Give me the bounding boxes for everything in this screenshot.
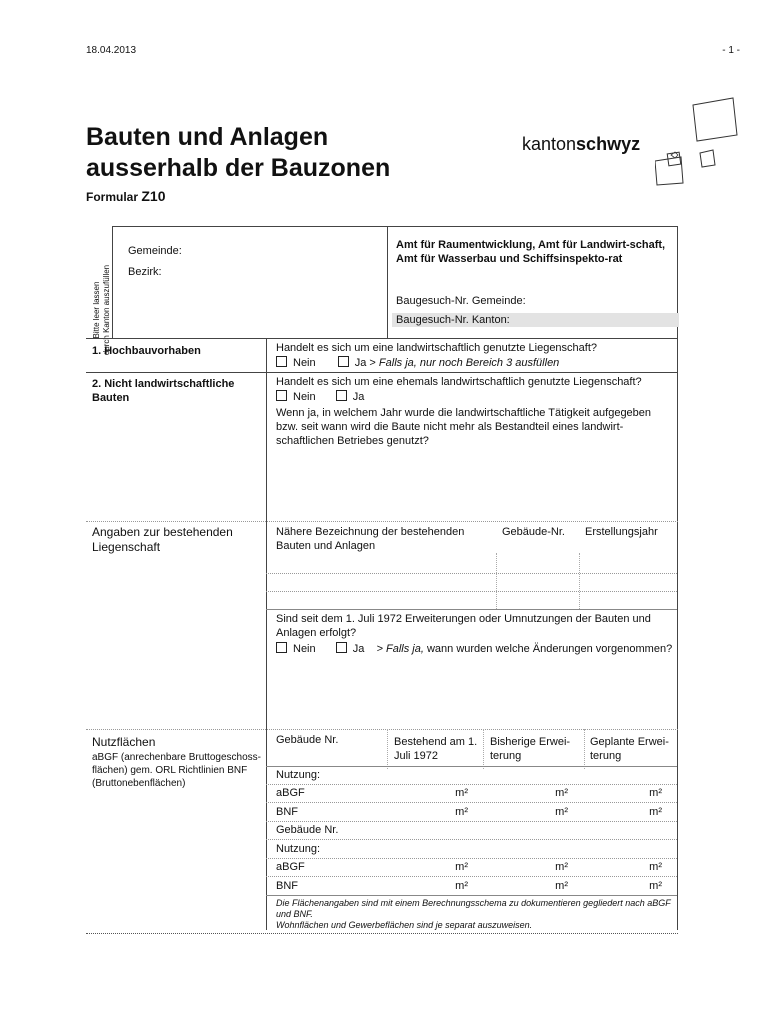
baugesuch-kanton-label: Baugesuch-Nr. Kanton:	[392, 313, 679, 327]
nf-gebaeude-nr2-label: Gebäude Nr.	[276, 824, 339, 836]
nf-header-gebaeude-nr: Gebäude Nr.	[276, 734, 339, 746]
nf-abgf-label: aBGF	[276, 787, 305, 799]
section1-title: 1. Hochbauvorhaben	[92, 345, 201, 357]
admin-top-border	[112, 226, 678, 227]
sidebar-note: Bitte leer lassen durch Kanton auszufüllen	[92, 264, 111, 356]
nf-table-bottom	[266, 895, 677, 896]
section2-top-line	[86, 372, 678, 373]
nf-bnf-label: BNF	[276, 806, 298, 818]
nutzflaechen-top-line	[86, 729, 678, 730]
nf-unit: m²	[555, 806, 568, 818]
angaben-col-erstellungsjahr: Erstellungsjahr	[585, 526, 658, 538]
form-code: Z10	[141, 188, 166, 204]
nf-unit: m²	[455, 787, 468, 799]
authority-text: Amt für Raumentwicklung, Amt für Landwirt-schaft, Amt für Wasserbau und Schiffsinspekto-rat	[396, 239, 666, 265]
nf-col-divider	[387, 729, 388, 769]
angaben-table-bottom	[266, 609, 677, 610]
section2-followup: Wenn ja, in welchem Jahr wurde die landwirtschaftliche Tätigkeit aufgegeben bzw. seit wann wird die Baute nicht mehr als Bestandteil eines landwirt-schaftlichen Betriebes genutzt?	[276, 407, 652, 447]
nf-unit: m²	[649, 787, 662, 799]
angaben-title: Angaben zur bestehenden Liegenschaft	[92, 525, 233, 554]
page-number: - 1 -	[722, 45, 740, 56]
bezirk-label: Bezirk:	[128, 266, 162, 278]
nf-footnote-1: Die Flächenangaben sind mit einem Berechnungsschema zu dokumentieren gegliedert nach aBGF und BNF.	[276, 898, 671, 919]
nf-nutzung2-label: Nutzung:	[276, 843, 321, 855]
nf-row-line	[266, 858, 677, 859]
nf-unit: m²	[649, 880, 662, 892]
nf-unit: m²	[555, 880, 568, 892]
nf-unit: m²	[649, 861, 662, 873]
logo-squares-icon	[655, 95, 745, 195]
nf-col-divider	[584, 729, 585, 769]
angaben-top-line	[86, 521, 678, 522]
nf-header-bestehend: Bestehend am 1. Juli 1972	[394, 736, 478, 762]
nein-checkbox[interactable]	[276, 642, 287, 653]
angaben-options: Nein Ja > Falls ja, wann wurden welche Änderungen vorgenommen?	[276, 642, 672, 656]
print-date: 18.04.2013	[86, 45, 137, 56]
nf-unit: m²	[555, 861, 568, 873]
nf-unit: m²	[455, 861, 468, 873]
nf-unit: m²	[555, 787, 568, 799]
section2-question: Handelt es sich um eine ehemals landwirtschaftlich genutzte Liegenschaft?	[276, 376, 642, 388]
nf-header-bisherige: Bisherige Erwei-terung	[490, 736, 571, 762]
nf-header-bottom	[266, 766, 677, 767]
nf-row-line	[266, 876, 677, 877]
angaben-col-gebaeude-nr: Gebäude-Nr.	[502, 526, 565, 538]
ja-checkbox[interactable]	[338, 356, 349, 367]
angaben-col-divider	[579, 553, 580, 609]
gemeinde-label: Gemeinde:	[128, 245, 182, 257]
main-column-divider	[266, 338, 267, 930]
ja-checkbox[interactable]	[336, 642, 347, 653]
form-label: Formular Z10	[86, 188, 166, 204]
angaben-question: Sind seit dem 1. Juli 1972 Erweiterungen oder Umnutzungen der Bauten und Anlagen erfolgt?	[276, 613, 651, 639]
nein-checkbox[interactable]	[276, 390, 287, 401]
nf-nutzung-label: Nutzung:	[276, 769, 321, 781]
section1-top-line	[86, 338, 678, 339]
ja-checkbox[interactable]	[336, 390, 347, 401]
nf-unit: m²	[649, 806, 662, 818]
page-title-line2: ausserhalb der Bauzonen	[86, 154, 391, 182]
nein-checkbox[interactable]	[276, 356, 287, 367]
kanton-schwyz-logo: kantonschwyz	[522, 134, 641, 154]
nf-row-line	[266, 839, 677, 840]
nutzflaechen-description: aBGF (anrechenbare Bruttogeschoss-flächen) gem. ORL Richtlinien BNF (Bruttonebenflächen)	[92, 752, 261, 789]
nf-unit: m²	[455, 880, 468, 892]
form-bottom-line	[86, 933, 678, 934]
baugesuch-gemeinde-label: Baugesuch-Nr. Gemeinde:	[396, 295, 526, 307]
angaben-col-bezeichnung: Nähere Bezeichnung der bestehenden Bauten und Anlagen	[276, 526, 465, 552]
section1-question: Handelt es sich um eine landwirtschaftlich genutzte Liegenschaft?	[276, 342, 598, 354]
section2-title: 2. Nicht landwirtschaftliche Bauten	[92, 378, 235, 404]
nf-col-divider	[483, 729, 484, 769]
section2-options: Nein Ja	[276, 390, 364, 404]
nf-row-line	[266, 802, 677, 803]
admin-middle-border	[387, 226, 388, 338]
angaben-row-line	[266, 573, 677, 574]
nf-bnf2-label: BNF	[276, 880, 298, 892]
main-right-border	[677, 338, 678, 930]
nutzflaechen-title: Nutzflächen	[92, 735, 156, 749]
admin-left-border	[112, 226, 113, 338]
nf-unit: m²	[455, 806, 468, 818]
nf-header-geplante: Geplante Erwei-terung	[590, 736, 669, 762]
angaben-col-divider	[496, 553, 497, 609]
page-title-line1: Bauten und Anlagen	[86, 123, 329, 151]
nf-row-line	[266, 784, 677, 785]
nf-abgf2-label: aBGF	[276, 861, 305, 873]
nf-footnote-2: Wohnflächen und Gewerbeflächen sind je separat auszuweisen.	[276, 920, 533, 930]
nf-row-line	[266, 821, 677, 822]
section1-options: Nein Ja > Falls ja, nur noch Bereich 3 ausfüllen	[276, 356, 559, 370]
angaben-row-line	[266, 591, 677, 592]
